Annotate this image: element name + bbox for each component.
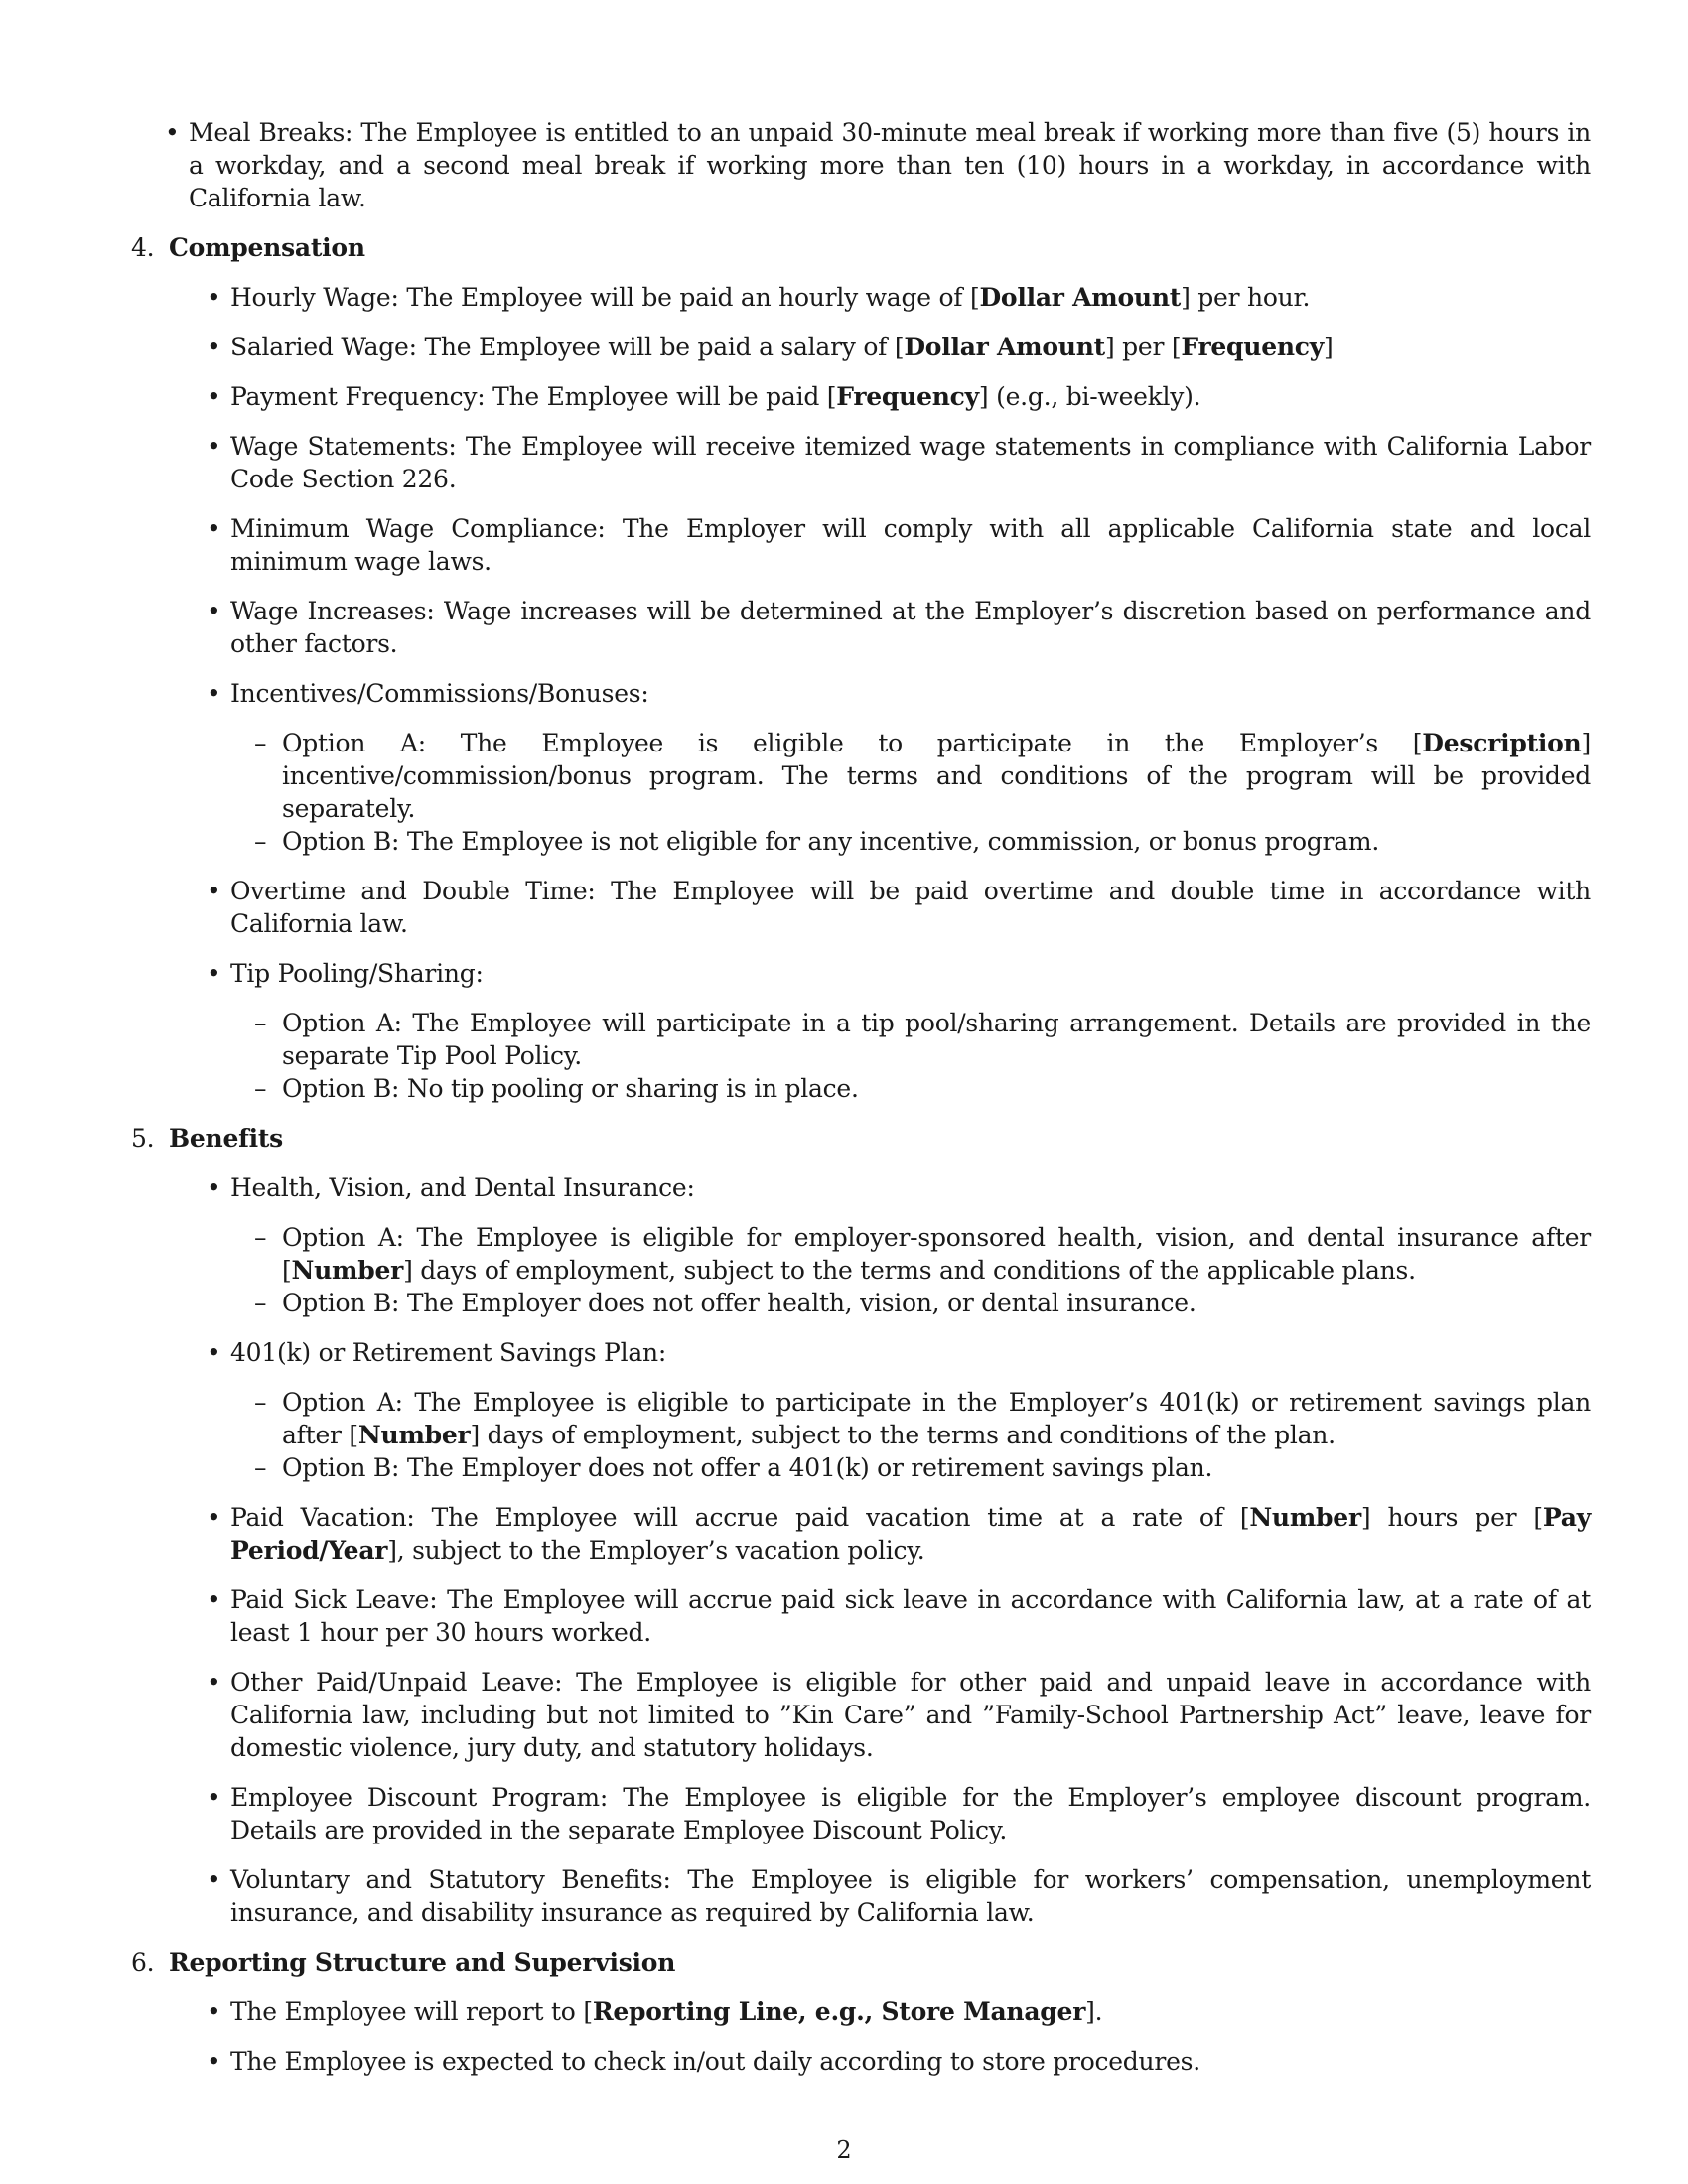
placeholder-number: Number [357,1421,471,1449]
meal-breaks-item: • Meal Breaks: The Employee is entitled to an unpaid 30-minute meal break if working more than five (5) hours in a workday, and a second meal break if working more than ten (10) hours in a workday, in accordance with California law. [189,116,1591,214]
section-reporting [127,1946,1591,2078]
wage-statements-item: • Wage Statements: The Employee will receive itemized wage statements in compliance with California Labor Code Section 226. [230,430,1591,495]
compensation-list [169,281,1591,1105]
wage-increases-item: • Wage Increases: Wage increases will be determined at the Employer’s discretion based on performance and other factors. [230,595,1591,660]
section-number: 5. [131,1124,155,1153]
incentives-options [230,727,1591,858]
retirement-label: 401(k) or Retirement Savings Plan: [230,1338,667,1367]
placeholder-description: Description [1422,729,1582,757]
overtime-item: • Overtime and Double Time: The Employee will be paid overtime and double time in accordance with California law. [230,875,1591,940]
insurance-label: Health, Vision, and Dental Insurance: [230,1173,695,1202]
section-number: 4. [131,233,155,262]
salaried-wage-item: • Salaried Wage: The Employee will be paid a salary of [Dollar Amount] per [Frequency] [230,331,1591,363]
placeholder-dollar-amount: Dollar Amount [979,283,1182,312]
section-compensation [127,231,1591,1105]
retirement-option-a: – Option A: The Employee is eligible to participate in the Employer’s 401(k) or retirement savings plan after [Number] days of employment, subject to the terms and conditions of the plan. [282,1386,1591,1451]
tip-pooling-label: Tip Pooling/Sharing: [230,959,484,988]
other-leave-item: • Other Paid/Unpaid Leave: The Employee is eligible for other paid and unpaid leave in accordance with California law, including but not limited to ”Kin Care” and ”Family-School Partnership Act” leave, leave for domestic violence, jury duty, and statutory holidays. [230,1666,1591,1764]
insurance-option-a: – Option A: The Employee is eligible for employer-sponsored health, vision, and dental insurance after [Number] days of employment, subject to the terms and conditions of the applicable plans. [282,1221,1591,1287]
insurance-item [230,1171,1591,1319]
section-title: Reporting Structure and Supervision [169,1948,676,1977]
placeholder-reporting-line: Reporting Line, e.g., Store Manager [592,1997,1086,2026]
placeholder-frequency: Frequency [1181,333,1325,361]
reporting-list [169,1995,1591,2078]
retirement-item [230,1336,1591,1484]
placeholder-frequency: Frequency [836,382,979,411]
retirement-option-b: – Option B: The Employer does not offer a 401(k) or retirement savings plan. [282,1451,1591,1484]
placeholder-dollar-amount: Dollar Amount [904,333,1105,361]
payment-frequency-item: • Payment Frequency: The Employee will be paid [Frequency] (e.g., bi-weekly). [230,380,1591,413]
incentives-option-b: – Option B: The Employee is not eligible for any incentive, commission, or bonus program. [282,825,1591,858]
section-title: Benefits [169,1124,283,1153]
insurance-option-b: – Option B: The Employer does not offer health, vision, or dental insurance. [282,1287,1591,1319]
placeholder-number: Number [1249,1503,1361,1532]
insurance-options [230,1221,1591,1319]
document-body [127,99,1591,2095]
tip-pooling-option-a: – Option A: The Employee will participate in a tip pool/sharing arrangement. Details are provided in the separate Tip Pool Policy. [282,1007,1591,1072]
tip-pooling-options [230,1007,1591,1105]
placeholder-number: Number [291,1256,404,1285]
section-benefits [127,1122,1591,1929]
tip-pooling-item [230,957,1591,1105]
minimum-wage-item: • Minimum Wage Compliance: The Employer will comply with all applicable California state and local minimum wage laws. [230,512,1591,578]
statutory-benefits-item: • Voluntary and Statutory Benefits: The Employee is eligible for workers’ compensation, unemployment insurance, and disability insurance as required by California law. [230,1863,1591,1929]
tip-pooling-option-b: – Option B: No tip pooling or sharing is in place. [282,1072,1591,1105]
report-to-item: • The Employee will report to [Reporting Line, e.g., Store Manager]. [230,1995,1591,2028]
placeholder-pay-period: Pay Period/Year [230,1503,1592,1565]
hourly-wage-item: • Hourly Wage: The Employee will be paid an hourly wage of [Dollar Amount] per hour. [230,281,1591,314]
section-number: 6. [131,1948,155,1977]
check-in-item: • The Employee is expected to check in/out daily according to store procedures. [230,2045,1591,2078]
section-3-continued-list [127,116,1591,214]
incentives-item [230,677,1591,858]
incentives-option-a: – Option A: The Employee is eligible to participate in the Employer’s [Description] incentive/commission/bonus program. The terms and conditions of the program will be provided separately. [282,727,1591,825]
retirement-options [230,1386,1591,1484]
discount-program-item: • Employee Discount Program: The Employee is eligible for the Employer’s employee discount program. Details are provided in the separate Employee Discount Policy. [230,1781,1591,1846]
paid-sick-leave-item: • Paid Sick Leave: The Employee will accrue paid sick leave in accordance with California law, at a rate of at least 1 hour per 30 hours worked. [230,1583,1591,1649]
paid-vacation-item: • Paid Vacation: The Employee will accrue paid vacation time at a rate of [Number] hours per [Pay Period/Year], subject to the Employer’s vacation policy. [230,1501,1591,1567]
page-number: 2 [836,2136,852,2164]
benefits-list [169,1171,1591,1929]
incentives-label: Incentives/Commissions/Bonuses: [230,679,649,708]
section-title: Compensation [169,233,365,262]
